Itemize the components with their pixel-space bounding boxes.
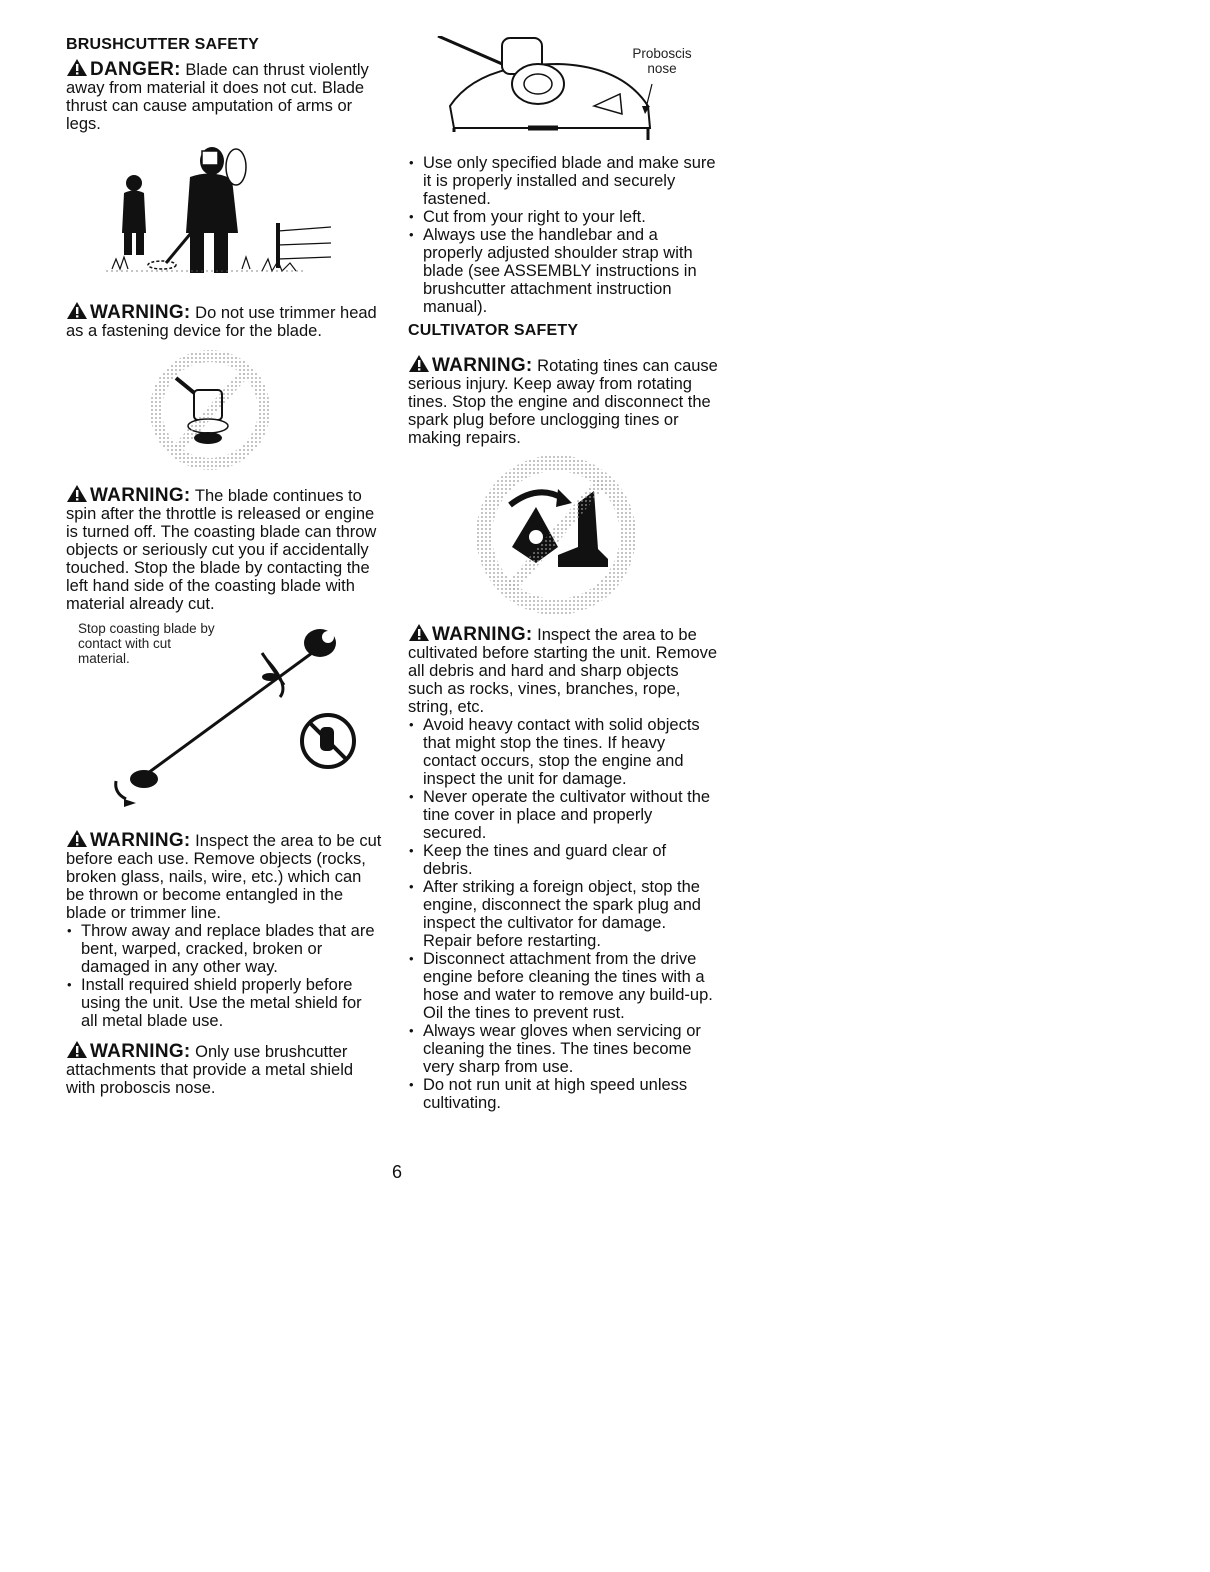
safety-alert-icon [66,829,88,848]
list-item: • Avoid heavy contact with solid objects that might stop the tines. If heavy contact occurs, stop the engine and inspect the unit for damage. [408,716,718,788]
proboscis-nose-caption: Proboscis nose [632,46,692,76]
warning-attachments [66,1040,382,1097]
warning-signal-word: WARNING: [90,830,191,851]
left-column [66,36,382,1097]
danger-signal-word: DANGER: [90,59,181,80]
list-item: • After striking a foreign object, stop the engine, disconnect the spark plug and inspect the cultivator for damage. Repair before restarting. [408,878,718,950]
list-item: • Always wear gloves when servicing or cleaning the tines. The tines become very sharp from use. [408,1022,718,1076]
stop-coasting-blade-illustration [66,613,382,829]
safety-alert-icon [408,623,430,642]
safety-alert-icon [66,301,88,320]
danger-blade-thrust [66,58,382,133]
warning-inspect-area [66,829,382,922]
no-trimmer-head-illustration [66,340,382,484]
list-item: • Install required shield properly before using the unit. Use the metal shield for all metal blade use. [66,976,382,1030]
stop-coasting-caption: Stop coasting blade by contact with cut material. [78,621,215,666]
blade-usage-list [408,154,718,316]
list-item: • Disconnect attachment from the drive engine before cleaning the tines with a hose and water to remove any build-up. Oil the tines to prevent rust. [408,950,718,1022]
cultivator-safety-list [408,716,718,1112]
list-item: • Use only specified blade and make sure it is properly installed and securely fastened. [408,154,718,208]
safety-alert-icon [66,58,88,77]
right-column [408,36,718,1112]
warning-coasting-text: The blade continues to spin after the throttle is released or engine is turned off. The coasting blade can throw objects or seriously cut you if accidentally touched. Stop the blade by contacting the left hand side of the coasting blade with material already cut. [66,487,377,613]
warning-tines-text: Rotating tines can cause serious injury. Keep away from rotating tines. Stop the engine and disconnect the spark plug before unclogging tines or making repairs. [408,357,718,447]
warning-rotating-tines [408,354,718,447]
warning-attachments-text: Only use brushcutter attachments that provide a metal shield with proboscis nose. [66,1043,354,1097]
warning-trimmer-head-text: Do not use trimmer head as a fastening device for the blade. [66,304,377,340]
warning-cultivate-inspect-text: Inspect the area to be cultivated before starting the unit. Remove all debris and hard and sharp objects such as rocks, vines, branches, rope, string, etc. [408,626,718,716]
proboscis-shield-illustration [408,36,718,150]
list-item: • Keep the tines and guard clear of debris. [408,842,718,878]
blade-condition-list [66,922,382,1030]
safety-alert-icon [66,1040,88,1059]
warning-coasting-blade [66,484,382,613]
warning-signal-word: WARNING: [432,624,533,645]
no-foot-near-tines-illustration [408,447,718,623]
warning-trimmer-head [66,301,382,340]
operator-bystander-illustration [66,133,382,301]
list-item: • Cut from your right to your left. [408,208,718,226]
list-item: • Do not run unit at high speed unless cultivating. [408,1076,718,1112]
list-item: • Never operate the cultivator without the tine cover in place and properly secured. [408,788,718,842]
warning-inspect-cultivate-area [408,623,718,716]
warning-signal-word: WARNING: [90,302,191,323]
cultivator-safety-heading: CULTIVATOR SAFETY [408,322,579,339]
warning-signal-word: WARNING: [90,1041,191,1062]
warning-signal-word: WARNING: [90,485,191,506]
brushcutter-safety-heading: BRUSHCUTTER SAFETY [66,36,259,53]
list-item: • Throw away and replace blades that are bent, warped, cracked, broken or damaged in any other way. [66,922,382,976]
list-item: • Always use the handlebar and a properly adjusted shoulder strap with blade (see ASSEMBLY instructions in brushcutter attachment instruction manual). [408,226,718,316]
danger-text: Blade can thrust violently away from material it does not cut. Blade thrust can cause amputation of arms or legs. [66,61,369,133]
safety-alert-icon [66,484,88,503]
warning-inspect-text: Inspect the area to be cut before each use. Remove objects (rocks, broken glass, nails, wire, etc.) which can be thrown or become entangled in the blade or trimmer line. [66,832,382,922]
warning-signal-word: WARNING: [432,355,533,376]
safety-alert-icon [408,354,430,373]
page-number: 6 [392,1162,403,1182]
